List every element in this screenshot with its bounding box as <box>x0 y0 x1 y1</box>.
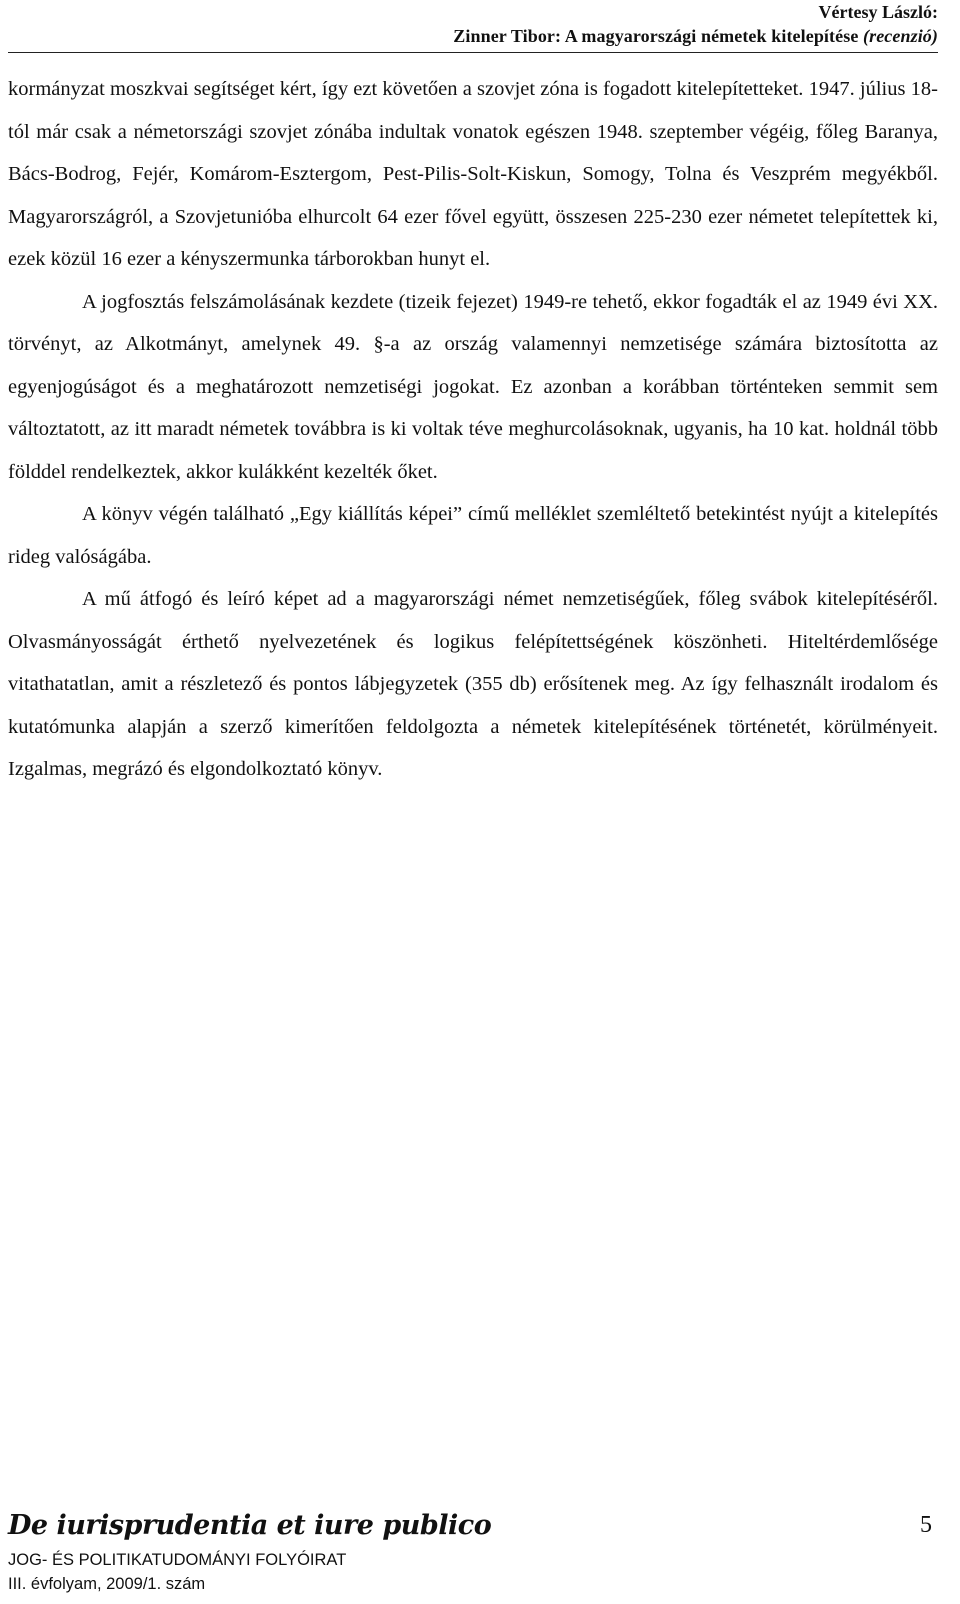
header-title <box>8 24 938 48</box>
page-number: 5 <box>920 1512 932 1538</box>
paragraph-4: A mű átfogó és leíró képet ad a magyarországi német nemzetiségűek, főleg svábok kitelepítéséről. Olvasmányosságát érthető nyelvezetének és logikus felépítettségének köszönheti. Hiteltérdemlősége vitathatatlan, amit a részletező és pontos lábjegyzetek (355 db) erősítenek meg. Az így felhasznált irodalom és kutatómunka alapján a szerző kimerítően feldolgozta a németek kitelepítésének történetét, körülményeit. Izgalmas, megrázó és elgondolkoztató könyv. <box>8 588 938 780</box>
journal-subtitle: JOG- ÉS POLITIKATUDOMÁNYI FOLYÓIRAT <box>8 1551 347 1569</box>
header-title-main: Zinner Tibor: A magyarországi németek kitelepítése <box>453 26 864 46</box>
paragraph-3: A könyv végén található „Egy kiállítás képei” című melléklet szemléltető betekintést nyújt a kitelepítés rideg valóságába. <box>8 503 938 568</box>
header-title-suffix: (recenzió) <box>863 26 938 46</box>
paragraph-1: kormányzat moszkvai segítséget kért, így ezt követően a szovjet zóna is fogadott kitelepítetteket. 1947. július 18-tól már csak a németországi szovjet zónába indultak vonatok egészen 1948. szeptember végéig, főleg Baranya, Bács-Bodrog, Fejér, Komárom-Esztergom, Pest-Pilis-Solt-Kiskun, Somogy, Tolna és Veszprém megyékből. Magyarországról, a Szovjetunióba elhurcolt 64 ezer fővel együtt, összesen 225-230 ezer németet telepítettek ki, ezek közül 16 ezer a kényszermunka tárborokban hunyt el. <box>8 78 938 270</box>
journal-issue: III. évfolyam, 2009/1. szám <box>8 1575 206 1593</box>
paragraph-2: A jogfosztás felszámolásának kezdete (tizeik fejezet) 1949-re tehető, ekkor fogadták el az 1949 évi XX. törvényt, az Alkotmányt, amelynek 49. §-a az ország valamennyi nemzetisége számára biztosította az egyenjogúságot és a meghatározott nemzetiségi jogokat. Ez azonban a korábban történteken semmit sem változtatott, az itt maradt németek továbbra is ki voltak téve meghurcolásoknak, ugyanis, ha 10 kat. holdnál több földdel rendelkeztek, akkor kulákként kezelték őket. <box>8 290 938 483</box>
page-header <box>8 0 938 53</box>
journal-name: De iurisprudentia et iure publico <box>8 1510 492 1541</box>
header-author: Vértesy László: <box>818 2 938 22</box>
article-body <box>8 68 938 791</box>
